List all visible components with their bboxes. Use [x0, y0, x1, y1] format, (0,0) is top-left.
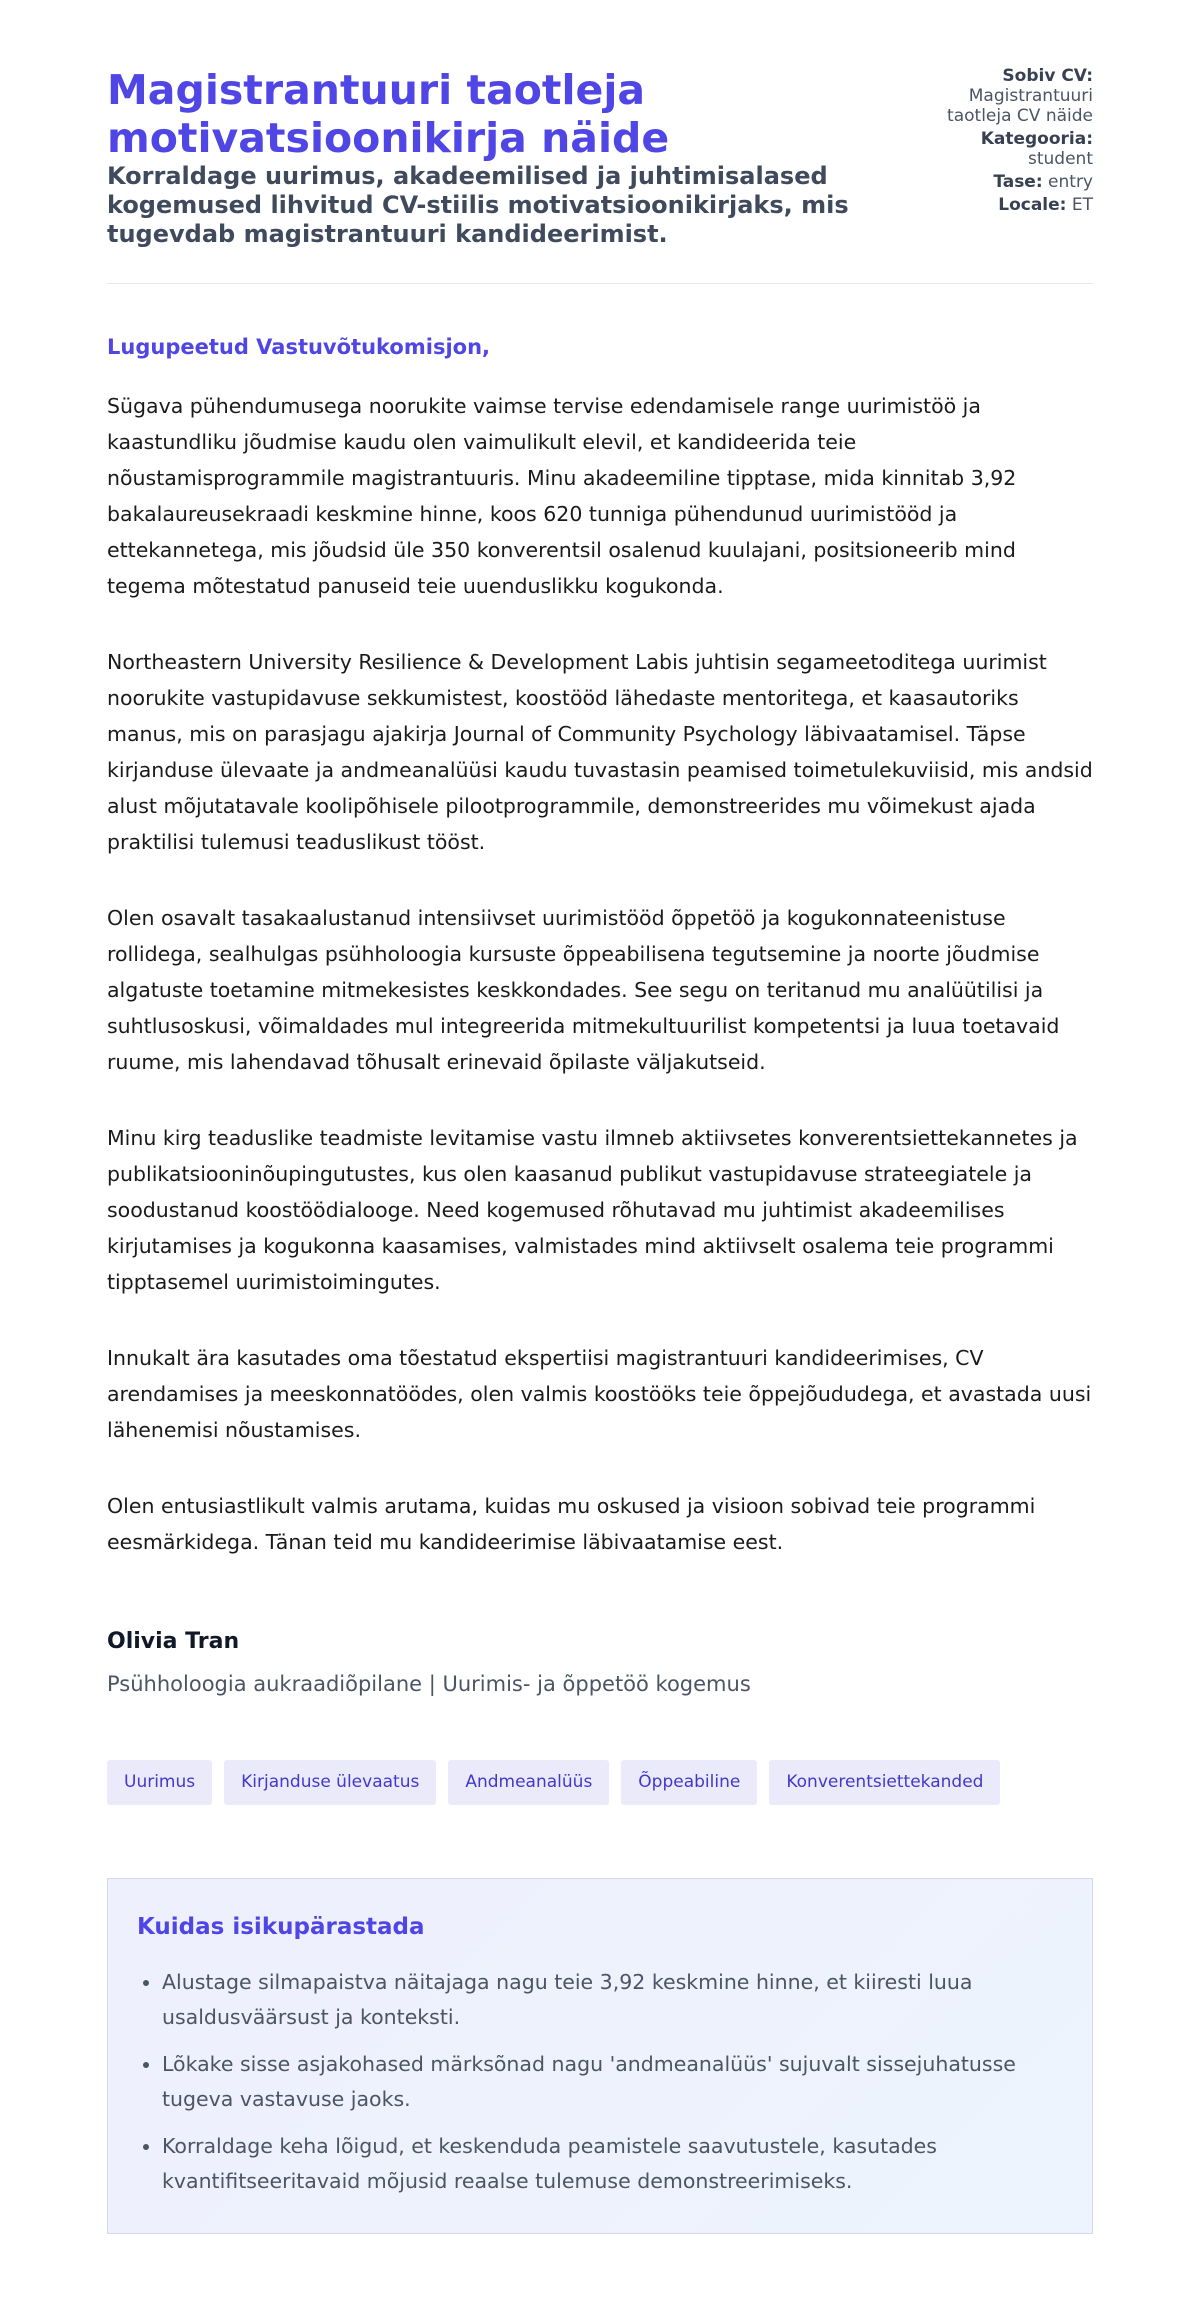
page-title: Magistrantuuri taotleja motivatsioonikirja näide [107, 66, 670, 162]
letter-paragraph: Sügava pühendumusega noorukite vaimse tervise edendamisele range uurimistöö ja kaastundliku jõudmise kaudu olen vaimulikult elevil, et kandideerida teie nõustamisprogrammile magistrantuuris. Minu akadeemiline tipptase, mida kinnitab 3,92 bakalaureusekraadi keskmine hinne, koos 620 tunniga pühendunud uurimistööd ja ettekannetega, mis jõudsid üle 350 konverentsil osalenud kuulajani, positsioneerib mind tegema mõtestatud panuseid teie uuenduslikku kogukonda. [107, 394, 1017, 598]
meta-locale-value: ET [1071, 195, 1093, 215]
meta-cv [923, 66, 1093, 126]
signature-role: Psühholoogia aukraadiõpilane | Uurimis- ja õppetöö kogemus [107, 1672, 751, 1696]
header-divider [107, 283, 1093, 284]
tips-title: Kuidas isikupärastada [137, 1914, 425, 1940]
skill-tag: Kirjanduse ülevaatus [224, 1760, 436, 1805]
meta-locale-label: Locale: [998, 195, 1067, 215]
meta-cv-label: Sobiv CV: [1002, 66, 1093, 86]
skill-tag: Andmeanalüüs [448, 1760, 609, 1805]
meta-category [923, 129, 1093, 169]
meta-level [923, 172, 1093, 192]
letter-salutation: Lugupeetud Vastuvõtukomisjon, [107, 335, 490, 359]
tip-item: • Lõkake sisse asjakohased märksõnad nagu 'andmeanalüüs' sujuvalt sissejuhatusse tugeva vastavuse jaoks. [162, 2047, 1082, 2117]
personalization-tips-box [107, 1878, 1093, 2234]
meta-locale [923, 195, 1093, 215]
tip-item: • Korraldage keha lõigud, et keskenduda peamistele saavutustele, kasutades kvantifitseeritavaid mõjusid reaalse tulemuse demonstreerimiseks. [162, 2129, 1082, 2199]
tip-item: • Alustage silmapaistva näitajaga nagu teie 3,92 keskmine hinne, et kiiresti luua usaldusväärsust ja konteksti. [162, 1965, 1082, 2035]
skill-tag: Õppeabiline [621, 1760, 757, 1805]
skill-tags [107, 1760, 1000, 1805]
letter-paragraph: Minu kirg teaduslike teadmiste levitamise vastu ilmneb aktiivsetes konverentsiettekannetes ja publikatsiooninõupingutustes, kus olen kaasanud publikut vastupidavuse strateegiatele ja soodustanud koostöödialooge. Need kogemused rõhutavad mu juhtimist akadeemilises kirjutamises ja kogukonna kaasamises, valmistades mind aktiivselt osalema teie programmi tipptasemel uurimistoimingutes. [107, 1126, 1078, 1294]
letter-paragraph: Innukalt ära kasutades oma tõestatud ekspertiisi magistrantuuri kandideerimises, CV arendamises ja meeskonnatöödes, olen valmis koostööks teie õppejõududega, et avastada uusi lähenemisi nõustamises. [107, 1346, 1092, 1442]
meta-level-label: Tase: [993, 172, 1043, 192]
meta-level-value: entry [1048, 172, 1093, 192]
letter-paragraph: Northeastern University Resilience & Development Labis juhtisin segameetoditega uurimist noorukite vastupidavuse sekkumistest, koostööd lähedaste mentoritega, et kaasautoriks manus, mis on parasjagu ajakirja Journal of Community Psychology läbivaatamisel. Täpse kirjanduse ülevaate ja andmeanalüüsi kaudu tuvastasin peamised toimetulekuviisid, mis andsid alust mõjutatavale koolipõhisele pilootprogrammile, demonstreerides mu võimekust ajada praktilisi tulemusi teaduslikust tööst. [107, 650, 1093, 854]
letter-paragraph: Olen osavalt tasakaalustanud intensiivset uurimistööd õppetöö ja kogukonnateenistuse rollidega, sealhulgas psühholoogia kursuste õppeabilisena tegutsemine ja noorte jõudmise algatuste toetamine mitmekesistes keskkondades. See segu on teritanud mu analüütilisi ja suhtlusoskusi, võimaldades mul integreerida mitmekultuurilist kompetentsi ja luua toetavaid ruume, mis lahendavad tõhusalt erinevaid õpilaste väljakutseid. [107, 906, 1060, 1074]
meta-category-label: Kategooria: [980, 129, 1093, 149]
meta-cv-value: Magistrantuuri taotleja CV näide [947, 86, 1093, 126]
signature-name: Olivia Tran [107, 1629, 240, 1654]
page-subtitle: Korraldage uurimus, akadeemilised ja juhtimisalased kogemused lihvitud CV-stiilis motivatsioonikirjaks, mis tugevdab magistrantuuri kandideerimist. [107, 162, 849, 248]
page-header [107, 66, 1093, 249]
meta-category-value: student [1028, 149, 1093, 169]
tips-list [137, 1965, 1082, 2211]
letter-paragraph: Olen entusiastlikult valmis arutama, kuidas mu oskused ja visioon sobivad teie programmi eesmärkidega. Tänan teid mu kandideerimise läbivaatamise eest. [107, 1494, 1036, 1554]
meta-panel [923, 66, 1093, 218]
skill-tag: Uurimus [107, 1760, 212, 1805]
letter-body [107, 388, 1093, 1600]
skill-tag: Konverentsiettekanded [769, 1760, 1000, 1805]
